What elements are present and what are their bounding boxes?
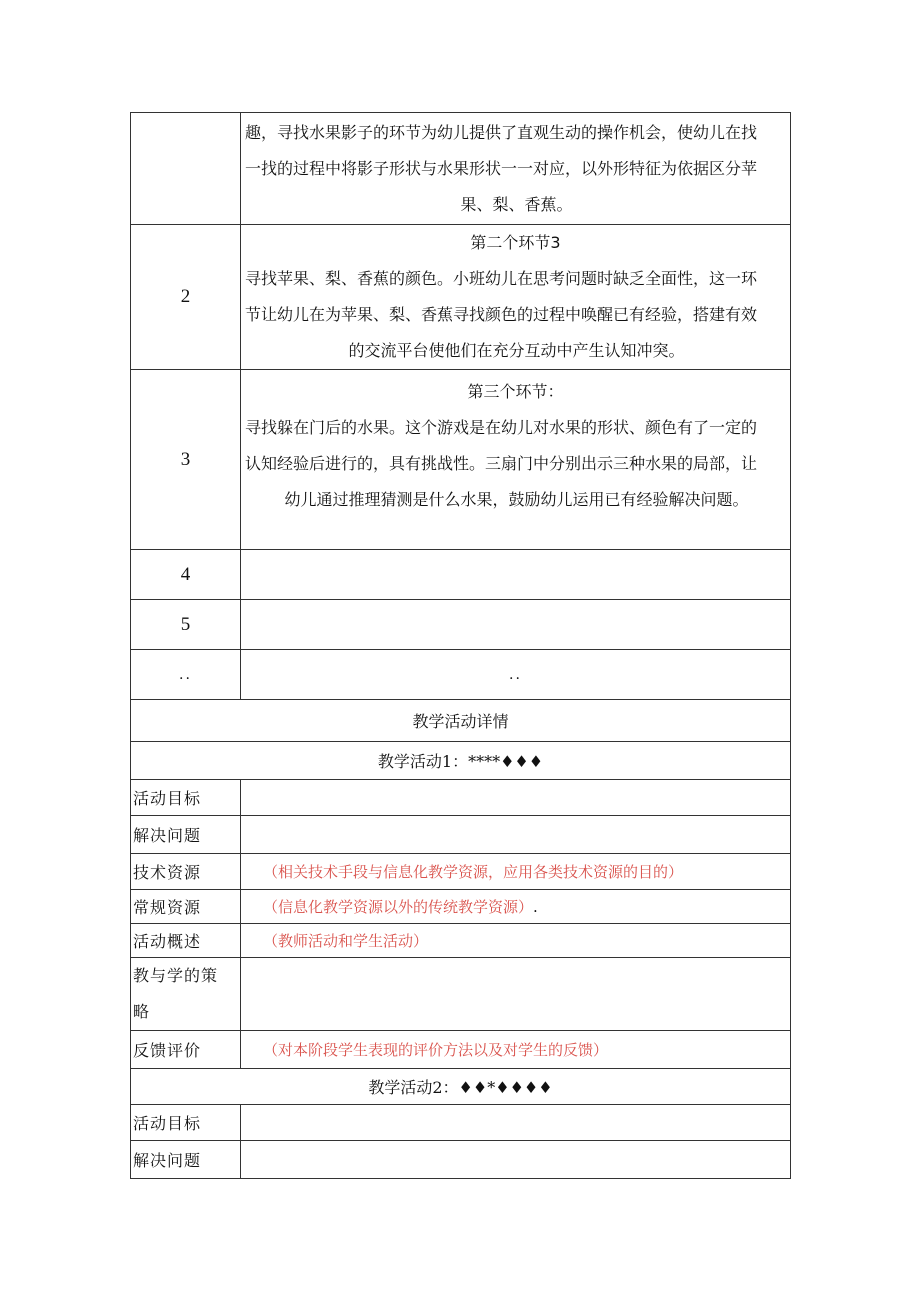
activity-goal-label: 活动目标 — [131, 1105, 241, 1141]
strategy-value — [241, 958, 791, 1031]
lesson-table — [130, 112, 791, 1179]
step-text-line: 节让幼儿在为苹果、梨、香蕉寻找颜色的过程中唤醒已有经验，搭建有效 — [245, 305, 758, 324]
activity-goal-value — [241, 1105, 791, 1141]
step-row-2 — [131, 225, 791, 370]
activity1-row — [131, 1031, 791, 1069]
step-row-continued — [131, 113, 791, 225]
step-content-empty — [241, 550, 791, 600]
activity1-header-row — [131, 742, 791, 780]
step-row-3 — [131, 370, 791, 550]
activity-overview-value: （教师活动和学生活动） — [241, 924, 791, 958]
step-title: 第三个环节： — [467, 382, 564, 401]
step-number — [131, 113, 241, 225]
step-number: 3 — [131, 370, 241, 550]
activity2-title: 教学活动2：♦♦*♦♦♦♦ — [131, 1069, 791, 1105]
step-number: .. — [131, 650, 241, 700]
problem-solved-label: 解决问题 — [131, 816, 241, 854]
step-row-5 — [131, 600, 791, 650]
step-content — [241, 113, 791, 225]
step-text-line: 寻找躲在门后的水果。这个游戏是在幼儿对水果的形状、颜色有了一定的 — [245, 418, 758, 437]
step-text-line: 认知经验后进行的，具有挑战性。三扇门中分别出示三种水果的局部，让 — [245, 454, 758, 473]
problem-solved-value — [241, 1141, 791, 1179]
activity1-row — [131, 780, 791, 816]
activity1-row — [131, 924, 791, 958]
activity-goal-value — [241, 780, 791, 816]
feedback-label: 反馈评价 — [131, 1031, 241, 1069]
problem-solved-value — [241, 816, 791, 854]
activity2-header-row — [131, 1069, 791, 1105]
regular-resources-value: （信息化教学资源以外的传统教学资源） — [263, 898, 534, 916]
tech-resources-label: 技术资源 — [131, 854, 241, 890]
step-number: 5 — [131, 600, 241, 650]
step-content — [241, 370, 791, 550]
step-text-line: 寻找苹果、梨、香蕉的颜色。小班幼儿在思考问题时缺乏全面性，这一环 — [245, 269, 758, 288]
step-content-empty — [241, 600, 791, 650]
step-title: 第二个环节3 — [470, 233, 561, 252]
lesson-plan-page — [130, 112, 790, 1179]
step-number: 2 — [131, 225, 241, 370]
activity1-row — [131, 854, 791, 890]
details-title: 教学活动详情 — [131, 700, 791, 742]
details-header-row — [131, 700, 791, 742]
step-text-line: 一找的过程中将影子形状与水果形状一一对应，以外形特征为依据区分苹 — [245, 158, 758, 178]
strategy-label-line: 教与学的策 — [133, 966, 219, 985]
step-row-4 — [131, 550, 791, 600]
step-text-line: 趣，寻找水果影子的环节为幼儿提供了直观生动的操作机会，使幼儿在找 — [245, 122, 758, 142]
activity2-row — [131, 1105, 791, 1141]
activity-overview-label: 活动概述 — [131, 924, 241, 958]
tech-resources-value: （相关技术手段与信息化教学资源，应用各类技术资源的目的） — [241, 854, 791, 890]
regular-resources-label: 常规资源 — [131, 890, 241, 924]
regular-resources-tail: . — [533, 898, 538, 916]
strategy-label — [131, 958, 241, 1031]
activity1-row — [131, 890, 791, 924]
activity1-row — [131, 958, 791, 1031]
step-text-line: 果、梨、香蕉。 — [460, 194, 573, 214]
activity2-row — [131, 1141, 791, 1179]
problem-solved-label: 解决问题 — [131, 1141, 241, 1179]
step-number: 4 — [131, 550, 241, 600]
strategy-label-line: 略 — [133, 1002, 151, 1021]
step-text-line: 幼儿通过推理猜测是什么水果，鼓励幼儿运用已有经验解决问题。 — [284, 490, 749, 509]
step-content — [241, 225, 791, 370]
step-text-line: 的交流平台使他们在充分互动中产生认知冲突。 — [348, 341, 685, 360]
activity1-title: 教学活动1：****♦♦♦ — [131, 742, 791, 780]
regular-resources-cell — [241, 890, 791, 924]
activity1-row — [131, 816, 791, 854]
feedback-value: （对本阶段学生表现的评价方法以及对学生的反馈） — [241, 1031, 791, 1069]
step-content: .. — [241, 650, 791, 700]
step-row-more — [131, 650, 791, 700]
activity-goal-label: 活动目标 — [131, 780, 241, 816]
